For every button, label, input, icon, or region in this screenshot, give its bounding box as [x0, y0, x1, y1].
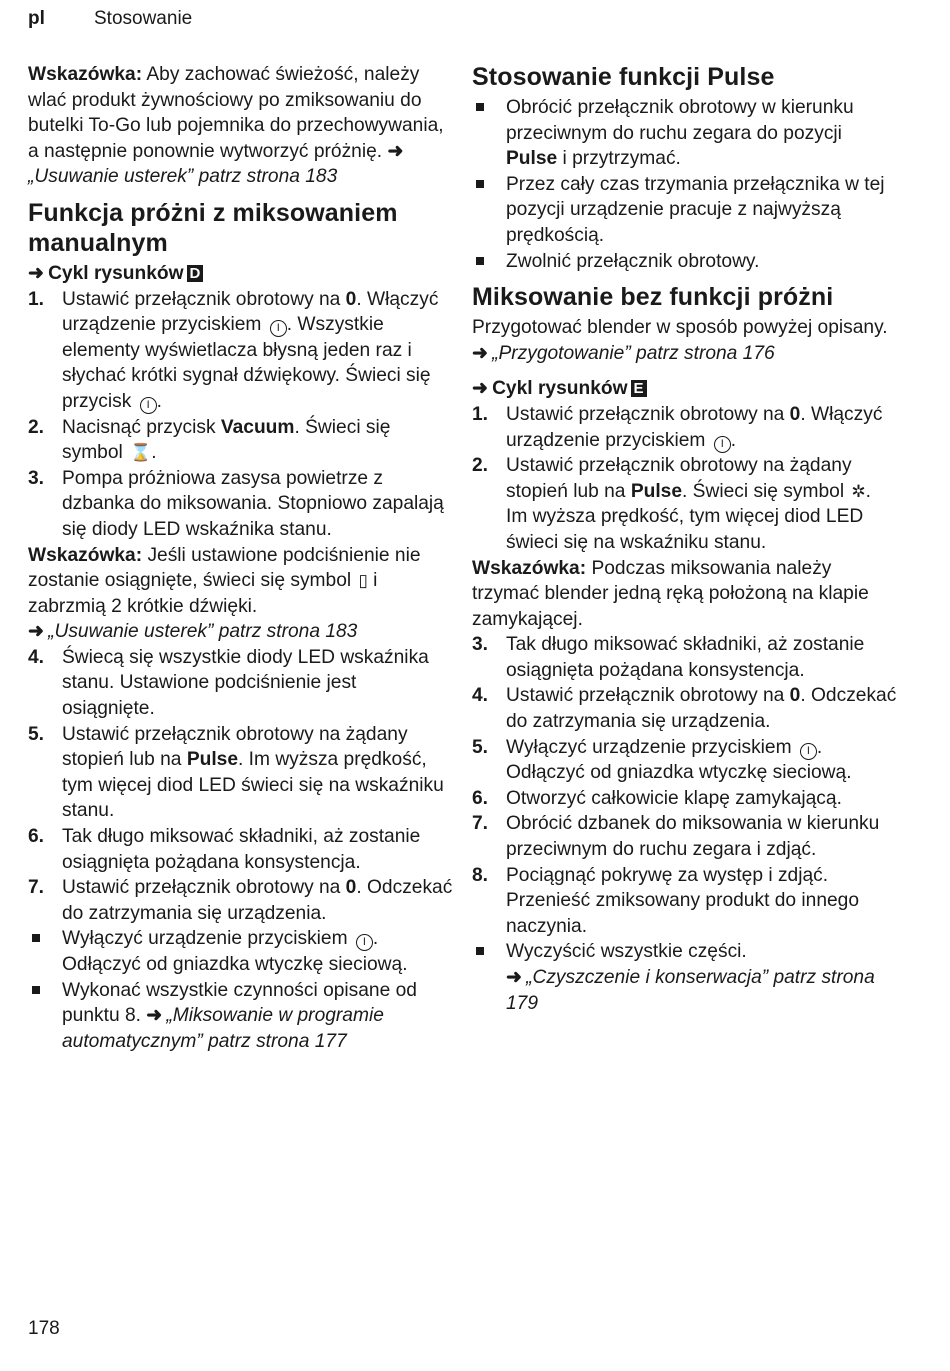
figure-letter-icon: E	[631, 380, 647, 397]
figure-cycle: ➜ Cykl rysunków E	[472, 376, 897, 402]
cross-reference: „Usuwanie usterek” patrz strona 183	[28, 166, 338, 188]
step-1: 1. Ustawić przełącznik obrotowy na 0. Włączyć urządzenie przyciskiem I . Wszystkie elementy wyświetlacza błysną jeden raz i słychać krótki sygnał dźwiękowy. Świeci się przycisk I .	[28, 288, 439, 412]
bullet-item: Obrócić przełącznik obrotowy w kierunku przeciwnym do ruchu zegara do pozycji Pulse i przytrzymać.	[472, 95, 897, 172]
right-column	[472, 62, 897, 1016]
step-3: 3. Pompa próżniowa zasysa powietrze z dzbanka do miksowania. Stopniowo zapalają się diody LED wskaźnika stanu.	[28, 467, 444, 540]
arrow-icon: ➜	[28, 621, 45, 643]
bullet-item: Wykonać wszystkie czynności opisane od punktu 8. ➜ „Miksowanie w programie automatycznym” patrz strona 177	[28, 978, 453, 1055]
bullet-square-icon	[472, 172, 506, 249]
cross-reference-line	[28, 619, 453, 645]
step-8: 8. Pociągnąć pokrywę za występ i zdjąć. Przenieść zmiksowany produkt do innego naczynia.	[472, 864, 860, 937]
left-column	[28, 62, 453, 1054]
step-1: 1. Ustawić przełącznik obrotowy na 0. Włączyć urządzenie przyciskiem I .	[472, 403, 883, 451]
page-number: 178	[28, 1318, 60, 1339]
bullet-square-icon	[28, 978, 62, 1055]
vacuum-error-icon: ▯	[358, 571, 368, 591]
step-2: 2. Nacisnąć przycisk Vacuum. Świeci się symbol ⌛.	[28, 415, 453, 466]
cross-reference: „Usuwanie usterek” patrz strona 183	[48, 621, 358, 643]
section-title: Stosowanie	[94, 8, 193, 29]
arrow-icon: ➜	[146, 1005, 163, 1027]
note: Wskazówka: Aby zachować świeżość, należy wlać produkt żywnościowy po zmiksowaniu do butelki To-Go lub pojemnika do przechowywania, a następnie ponownie wytworzyć próżnię. ➜„Usuwanie usterek” patrz strona 183	[28, 64, 444, 188]
arrow-icon: ➜	[506, 967, 523, 988]
arrow-icon: ➜	[472, 378, 489, 400]
bullet-square-icon	[472, 939, 506, 1016]
step-3: 3. Tak długo miksować składniki, aż zostanie osiągnięta pożądana konsystencja.	[472, 634, 865, 681]
bullet-item: Wyczyścić wszystkie części. ➜ „Czyszczenie i konserwacja” patrz strona 179	[472, 939, 897, 1016]
step-6: 6. Otworzyć całkowicie klapę zamykającą.	[472, 787, 842, 809]
bullet-square-icon	[472, 95, 506, 172]
section-heading: Funkcja próżni z miksowaniem manualnym	[28, 198, 398, 257]
intro-text: Przygotować blender w sposób powyżej opisany. ➜ „Przygotowanie” patrz strona 176	[472, 315, 897, 366]
page-header	[28, 6, 192, 32]
step-6: 6. Tak długo miksować składniki, aż zostanie osiągnięta pożądana konsystencja.	[28, 826, 421, 873]
section-heading: Stosowanie funkcji Pulse	[472, 63, 775, 91]
bullet-item: Wyłączyć urządzenie przyciskiem I . Odłączyć od gniazdka wtyczkę sieciową.	[28, 926, 453, 977]
cross-reference: „Miksowanie w programie automatycznym” patrz strona 177	[62, 1005, 384, 1052]
power-button-icon: I	[800, 743, 817, 760]
section-heading: Miksowanie bez funkcji próżni	[472, 283, 834, 312]
power-button-icon: I	[270, 320, 287, 337]
cross-reference: „Przygotowanie” patrz strona 176	[492, 342, 775, 364]
note: Wskazówka: Podczas miksowania należy trzymać blender jedną ręką położoną na klapie zamykającej.	[472, 557, 869, 630]
bullet-item: Zwolnić przełącznik obrotowy.	[472, 249, 897, 275]
pulse-symbol-icon: ✲	[851, 481, 866, 501]
step-7: 7. Ustawić przełącznik obrotowy na 0. Odczekać do zatrzymania się urządzenia.	[28, 877, 453, 924]
step-5: 5. Ustawić przełącznik obrotowy na żądany stopień lub na Pulse. Im wyższa prędkość, tym więcej diod LED świeci się na wskaźniku stanu.	[28, 723, 444, 822]
bullet-square-icon	[472, 249, 506, 275]
figure-letter-icon: D	[187, 265, 204, 282]
power-button-icon: I	[140, 397, 157, 414]
arrow-icon: ➜	[472, 342, 489, 364]
step-5: 5. Wyłączyć urządzenie przyciskiem I . Odłączyć od gniazdka wtyczkę sieciową.	[472, 736, 852, 784]
bullet-square-icon	[28, 926, 62, 977]
arrow-icon: ➜	[28, 262, 45, 284]
bullet-item: Przez cały czas trzymania przełącznika w tej pozycji urządzenie pracuje z najwyższą prędkością.	[472, 172, 897, 249]
note: Wskazówka: Jeśli ustawione podciśnienie nie zostanie osiągnięte, świeci się symbol ▯ i zabrzmią 2 krótkie dźwięki.	[28, 544, 421, 617]
arrow-icon: ➜	[387, 140, 404, 162]
step-4: 4. Świecą się wszystkie diody LED wskaźnika stanu. Ustawione podciśnienie jest osiągnięte.	[28, 646, 429, 720]
figure-cycle: ➜ Cykl rysunków D	[28, 261, 453, 287]
step-2: 2. Ustawić przełącznik obrotowy na żądany stopień lub na Pulse. Świeci się symbol ✲. Im wyższa prędkość, tym więcej diod LED świeci się na wskaźniku stanu.	[472, 455, 872, 553]
cross-reference: „Czyszczenie i konserwacja” patrz strona 179	[506, 967, 875, 1014]
language-code: pl	[28, 8, 45, 29]
power-button-icon: I	[356, 934, 373, 951]
power-button-icon: I	[714, 436, 731, 453]
step-4: 4. Ustawić przełącznik obrotowy na 0. Odczekać do zatrzymania się urządzenia.	[472, 685, 897, 733]
step-7: 7. Obrócić dzbanek do miksowania w kierunku przeciwnym do ruchu zegara i zdjąć.	[472, 813, 880, 861]
vacuum-symbol-icon: ⌛	[130, 443, 152, 463]
